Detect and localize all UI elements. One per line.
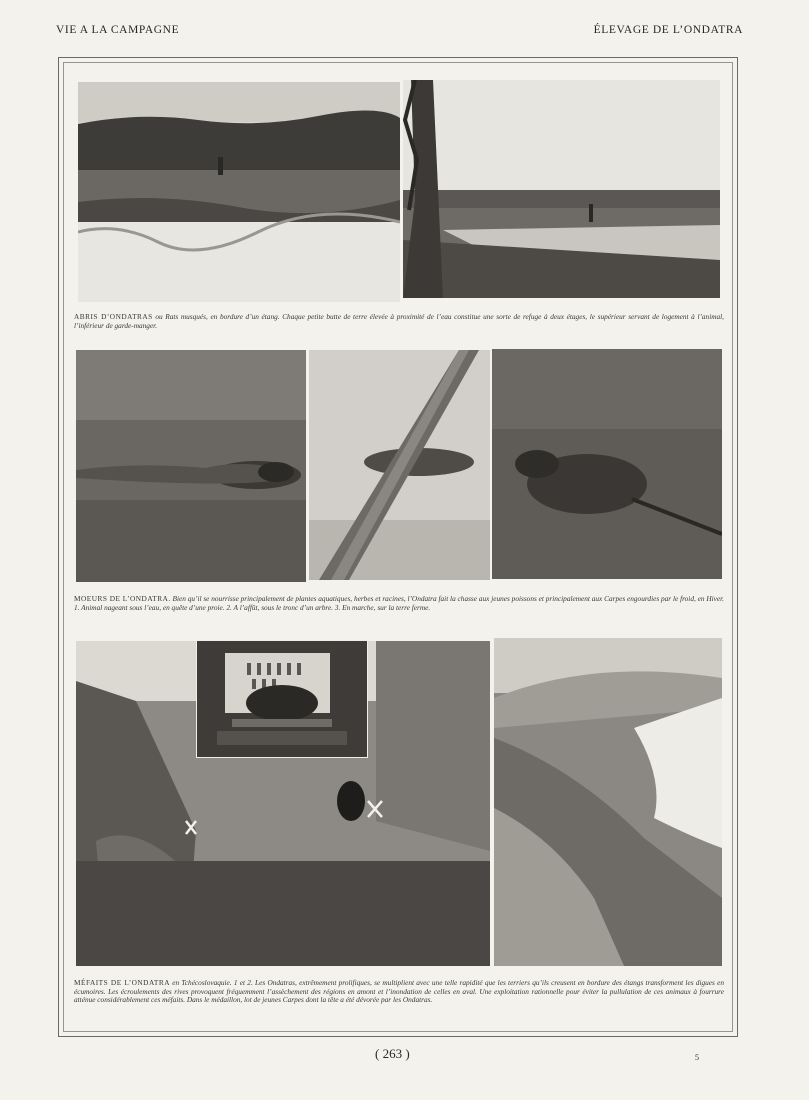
photo-muskrat-swimming <box>76 350 306 582</box>
medallion-carp-photo <box>196 640 368 758</box>
signature-mark: 5 <box>695 1053 699 1062</box>
photo-muskrat-walking <box>492 349 722 579</box>
caption-muskrat-habits <box>74 595 724 612</box>
photo-riverbank-damage <box>494 638 722 966</box>
caption-muskrat-damage-text: en Tchécoslovaquie. 1 et 2. Les Ondatras, extrêmement prolifiques, se multiplient avec une telle rapidité que les terriers qu’ils creusent en bordure des étangs transforment les digues en écumoires. Les écroulements des rives provoquent fréquemment l’assèchement des régions en amont et l’inondation de celles en aval. Une exploitation rationnelle pour éviter la pullulation de ces animaux à fourrure atténue considérablement ces méfaits. Dans le médaillon, lot de jeunes Carpes dont la tête a été dévorée par les Ondatras. <box>74 978 724 1005</box>
photo-pond-with-tree <box>403 80 720 298</box>
caption-muskrat-habits-text: Bien qu’il se nourrisse principalement de plantes aquatiques, herbes et racines, l’Ondatra fait la chasse aux jeunes poissons et principalement aux Carpes engourdies par le froid, en Hiver. 1. Animal nageant sous l’eau, en quête d’une proie. 2. A l’affût, sous le tronc d’un arbre. 3. En marche, sur la terre ferme. <box>74 594 724 612</box>
caption-muskrat-shelters-text: ou Rats musqués, en bordure d’un étang. Chaque petite butte de terre élevée à proximité de l’eau constitue une sorte de refuge à deux étages, le supérieur servant de logement à l’animal, l’inférieur de garde-manger. <box>74 312 724 330</box>
caption-muskrat-damage <box>74 979 724 1005</box>
running-header-right: ÉLEVAGE DE L’ONDATRA <box>593 24 743 36</box>
caption-muskrat-damage-title: MÉFAITS DE L’ONDATRA <box>74 978 171 987</box>
caption-muskrat-shelters-title: ABRIS D’ONDATRAS <box>74 312 153 321</box>
photo-muskrat-lodges-pond <box>78 82 400 302</box>
page-number: ( 263 ) <box>375 1046 410 1061</box>
caption-muskrat-habits-title: MOEURS DE L’ONDATRA. <box>74 594 171 603</box>
running-header-left: VIE A LA CAMPAGNE <box>56 24 180 36</box>
photo-muskrat-under-trunk <box>309 350 490 580</box>
caption-muskrat-shelters <box>74 313 724 330</box>
